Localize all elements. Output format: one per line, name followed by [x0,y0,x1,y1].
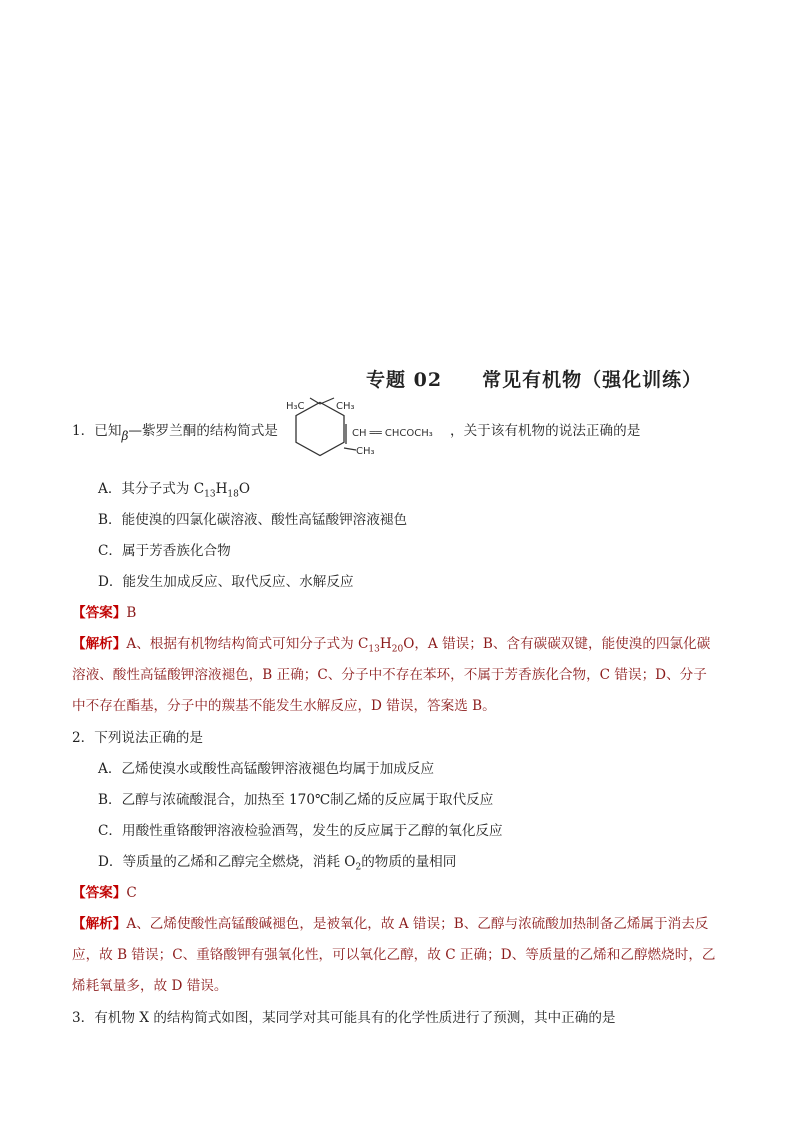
q1-opt-a-mid: H [215,481,228,497]
q1-analysis-line3: 中不存在酯基，分子中的羰基不能发生水解反应，D 错误，答案选 B。 [72,698,496,714]
q1-analysis-line1 [72,635,710,659]
q1-analysis-sub1: 13 [368,644,380,655]
answer-tag: 【答案】 [72,605,127,621]
q1-option-b: B．能使溴的四氯化碳溶液、酸性高锰酸钾溶液褪色 [98,512,408,528]
page-title [366,365,702,392]
beta-symbol: β [121,429,129,443]
q1-analysis-line2: 溶液、酸性高锰酸钾溶液褪色，B 正确；C、分子中不存在苯环，不属于芳香族化合物，C 错误；D、分子 [72,667,707,683]
q1-answer [72,604,136,622]
q1-option-c: C．属于芳香族化合物 [98,543,231,559]
q2-option-b: B．乙醇与浓硫酸混合，加热至 170℃制乙烯的反应属于取代反应 [98,792,494,808]
q1-analysis-sub2: 20 [391,644,404,655]
ch3-low-label: CH₃ [356,446,375,457]
answer-tag: 【答案】 [72,885,127,901]
beta-ionone-structure [286,396,451,466]
q1-opt-a-post: O [238,481,251,497]
chain-label: CH ══ CHCOCH₃ [352,428,433,439]
q1-analysis-1m: H [379,636,392,652]
answer-value: C [126,885,137,901]
q1-option-a [98,480,250,504]
q2-option-c: C．用酸性重铬酸钾溶液检验酒驾，发生的反应属于乙醇的氧化反应 [98,823,503,839]
q2-stem: 2．下列说法正确的是 [72,730,203,746]
q2-answer [72,884,137,902]
q1-stem [72,422,278,443]
q1-analysis-1b: O，A 错误；B、含有碳碳双键，能使溴的四氯化碳 [403,636,711,652]
q2-opt-d-post: 的物质的量相同 [361,854,457,870]
h3c-label: H₃C [286,401,305,412]
ch3-top-label: CH₃ [336,401,355,412]
q2-analysis-line2: 应，故 B 错误；C、重铬酸钾有强氧化性，可以氧化乙醇，故 C 正确；D、等质量的乙烯和乙醇燃烧时，乙 [72,947,716,963]
analysis-tag: 【解析】 [72,916,127,932]
q2-option-a: A．乙烯使溴水或酸性高锰酸钾溶液褪色均属于加成反应 [98,761,435,777]
q2-analysis-line1 [72,915,708,933]
q3-stem: 3．有机物 X 的结构简式如图，某同学对其可能具有的化学性质进行了预测，其中正确的是 [72,1010,616,1026]
q1-analysis-1a: A、根据有机物结构简式可知分子式为 C [126,636,369,652]
title-part1: 专题 02 [366,369,443,391]
q1-stem-a: 1．已知 [72,423,122,439]
q1-opt-a-pre: A．其分子式为 C [98,481,205,497]
q1-stem-b: —紫罗兰酮的结构简式是 [128,423,278,439]
analysis-tag: 【解析】 [72,636,127,652]
q2-option-d [98,853,456,877]
q2-opt-d-pre: D．等质量的乙烯和乙醇完全燃烧，消耗 O [98,854,356,870]
q1-option-d: D．能发生加成反应、取代反应、水解反应 [98,574,354,590]
q1-opt-a-sub2: 18 [227,489,239,500]
title-part2: 常见有机物（强化训练） [482,369,703,391]
q2-analysis-1: A、乙烯使酸性高锰酸碱褪色，是被氧化，故 A 错误；B、乙醇与浓硫酸加热制备乙烯属于消去反 [126,916,709,932]
answer-value: B [126,605,137,621]
q2-opt-d-sub: 2 [355,862,362,873]
q1-stem-tail: ，关于该有机物的说法正确的是 [450,423,641,439]
q1-opt-a-sub1: 13 [204,489,216,500]
q2-analysis-line3: 烯耗氧量多，故 D 错误。 [72,978,228,994]
